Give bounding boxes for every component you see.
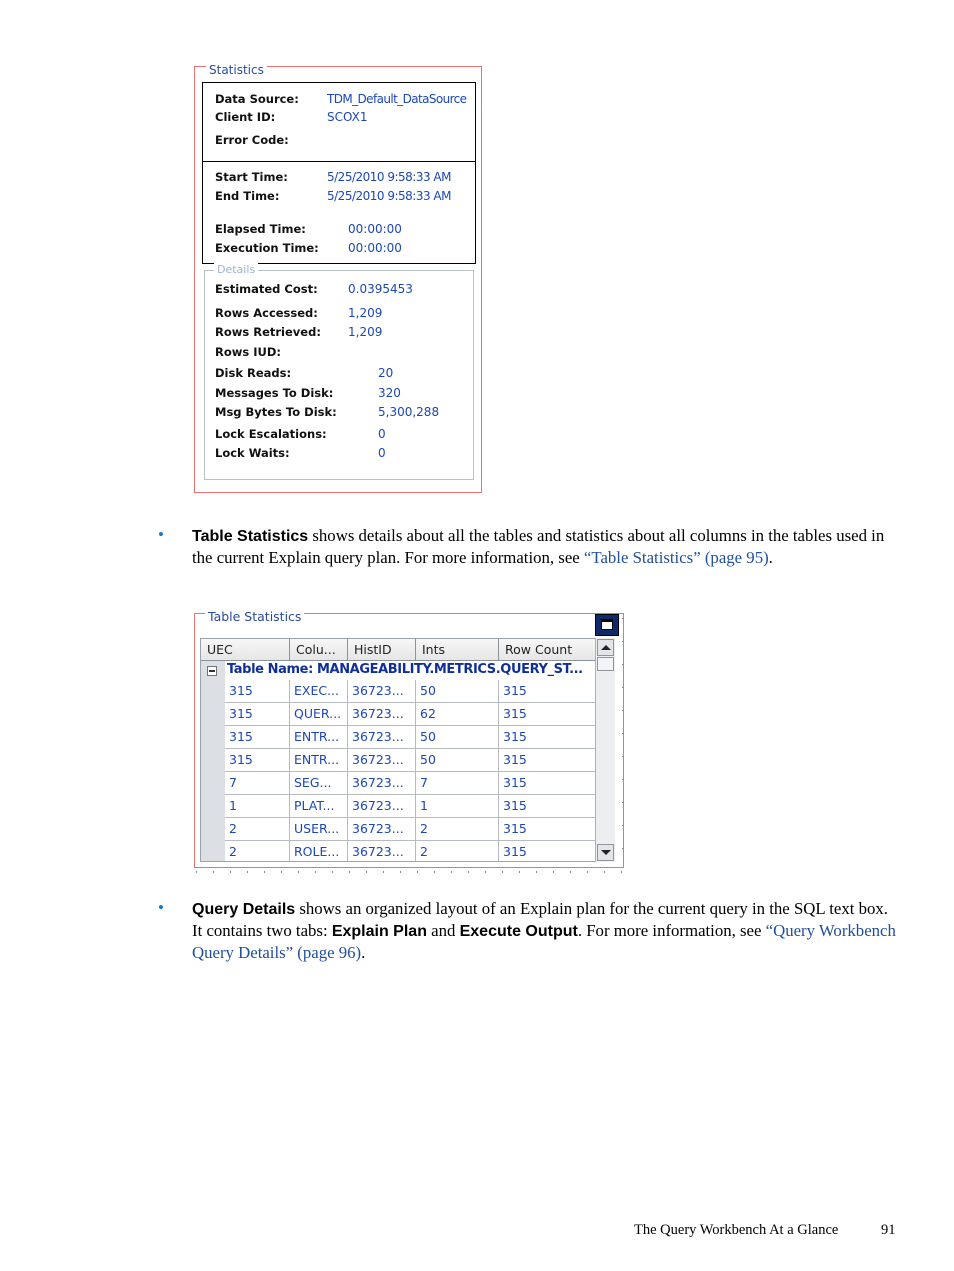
cell-uec: 315 — [225, 703, 290, 725]
rows-accessed-label: Rows Accessed: — [215, 306, 318, 320]
collapse-icon[interactable] — [207, 666, 217, 676]
bullet-marker: • — [158, 525, 164, 544]
msg-bytes-to-disk-label: Msg Bytes To Disk: — [215, 405, 337, 419]
paragraph-text: shows an organized layout of an Explain plan for the current query in the SQL text box. It contains two tabs: — [192, 899, 888, 940]
paragraph-text: . — [768, 548, 773, 567]
column-header-histid[interactable]: HistID — [348, 639, 416, 661]
details-title: Details — [214, 263, 258, 276]
paragraph-text: and — [426, 921, 460, 940]
cell-histid: 36723... — [348, 818, 416, 840]
lock-escalations-label: Lock Escalations: — [215, 427, 327, 441]
table-statistics-title: Table Statistics — [205, 609, 304, 624]
cell-ints: 7 — [416, 772, 499, 794]
start-time-value: 5/25/2010 9:58:33 AM — [327, 170, 451, 184]
cell-uec: 2 — [225, 818, 290, 840]
table-statistics-term: Table Statistics — [192, 528, 309, 545]
cell-column: PLAT... — [290, 795, 348, 817]
cell-ints: 2 — [416, 818, 499, 840]
paragraph-text: shows details about all the tables and statistics about all columns in the tables used in the current Explain query plan. For more information, see — [192, 526, 885, 567]
cell-histid: 36723... — [348, 772, 416, 794]
end-time-label: End Time: — [215, 189, 280, 203]
rows-retrieved-label: Rows Retrieved: — [215, 325, 321, 339]
elapsed-time-value: 00:00:00 — [348, 222, 402, 236]
elapsed-time-label: Elapsed Time: — [215, 222, 306, 236]
cell-histid: 36723... — [348, 795, 416, 817]
cell-histid: 36723... — [348, 841, 416, 862]
table-statistics-link[interactable]: “Table Statistics” (page 95) — [583, 548, 769, 567]
cell-ints: 62 — [416, 703, 499, 725]
disk-reads-value: 20 — [378, 366, 394, 380]
execute-output-term: Execute Output — [459, 923, 578, 940]
disk-reads-label: Disk Reads: — [215, 366, 292, 380]
cell-row-count: 315 — [499, 841, 596, 862]
msg-bytes-to-disk-value: 5,300,288 — [378, 405, 440, 419]
cell-row-count: 315 — [499, 726, 596, 748]
cell-histid: 36723... — [348, 726, 416, 748]
table-row[interactable] — [225, 818, 596, 841]
cell-histid: 36723... — [348, 680, 416, 702]
column-header-row-count[interactable]: Row Count — [499, 639, 596, 661]
cell-histid: 36723... — [348, 703, 416, 725]
execution-time-value: 00:00:00 — [348, 241, 402, 255]
explain-plan-term: Explain Plan — [331, 923, 427, 940]
cell-ints: 1 — [416, 795, 499, 817]
cell-column: ENTR... — [290, 749, 348, 771]
query-details-paragraph — [192, 898, 902, 963]
client-id-value: SCOX1 — [327, 110, 368, 124]
cell-column: USER... — [290, 818, 348, 840]
vertical-scrollbar[interactable] — [595, 638, 615, 862]
cell-row-count: 315 — [499, 818, 596, 840]
cell-uec: 315 — [225, 726, 290, 748]
group-row-table-name[interactable]: Table Name: MANAGEABILITY.METRICS.QUERY_ST... — [225, 661, 596, 680]
maximize-button[interactable] — [595, 614, 619, 636]
client-id-label: Client ID: — [215, 110, 276, 124]
cell-row-count: 315 — [499, 703, 596, 725]
paragraph-text: . For more information, see — [577, 921, 766, 940]
bullet-marker: • — [158, 898, 164, 917]
cell-ints: 50 — [416, 680, 499, 702]
messages-to-disk-label: Messages To Disk: — [215, 386, 334, 400]
scroll-up-button[interactable] — [597, 639, 614, 656]
cell-column: ROLE... — [290, 841, 348, 862]
resize-guide-bottom — [196, 871, 626, 873]
table-row[interactable] — [225, 680, 596, 703]
table-row[interactable] — [225, 749, 596, 772]
rows-retrieved-value: 1,209 — [348, 325, 383, 339]
statistics-title: Statistics — [206, 63, 267, 77]
cell-column: EXEC... — [290, 680, 348, 702]
cell-uec: 315 — [225, 680, 290, 702]
resize-guide-right — [622, 618, 624, 868]
data-source-label: Data Source: — [215, 92, 299, 106]
messages-to-disk-value: 320 — [378, 386, 401, 400]
statistics-separator — [202, 161, 476, 162]
column-header-ints[interactable]: Ints — [416, 639, 499, 661]
rows-iud-label: Rows IUD: — [215, 345, 281, 359]
end-time-value: 5/25/2010 9:58:33 AM — [327, 189, 451, 203]
cell-histid: 36723... — [348, 749, 416, 771]
arrow-down-icon — [601, 850, 611, 855]
cell-uec: 315 — [225, 749, 290, 771]
table-row[interactable] — [225, 726, 596, 749]
scroll-down-button[interactable] — [597, 844, 614, 861]
cell-column: SEG... — [290, 772, 348, 794]
table-row[interactable] — [225, 772, 596, 795]
estimated-cost-label: Estimated Cost: — [215, 282, 318, 296]
cell-row-count: 315 — [499, 795, 596, 817]
table-statistics-paragraph — [192, 525, 902, 568]
table-row[interactable] — [225, 795, 596, 818]
cell-column: QUER... — [290, 703, 348, 725]
cell-uec: 1 — [225, 795, 290, 817]
cell-column: ENTR... — [290, 726, 348, 748]
scroll-thumb[interactable] — [597, 657, 614, 671]
query-details-link[interactable]: “Query Workbench Query Details” (page 96) — [192, 921, 896, 962]
arrow-up-icon — [601, 645, 611, 650]
maximize-icon — [601, 619, 613, 630]
footer-section-title: The Query Workbench At a Glance — [634, 1222, 839, 1238]
cell-row-count: 315 — [499, 749, 596, 771]
cell-uec: 7 — [225, 772, 290, 794]
column-header-uec[interactable]: UEC — [201, 639, 290, 661]
paragraph-text: . — [361, 943, 366, 962]
estimated-cost-value: 0.0395453 — [348, 282, 413, 296]
cell-ints: 50 — [416, 726, 499, 748]
cell-row-count: 315 — [499, 680, 596, 702]
row-gutter — [201, 661, 225, 862]
cell-row-count: 315 — [499, 772, 596, 794]
rows-accessed-value: 1,209 — [348, 306, 383, 320]
table-statistics-grid[interactable] — [200, 638, 596, 862]
query-details-term: Query Details — [192, 901, 296, 918]
execution-time-label: Execution Time: — [215, 241, 319, 255]
cell-ints: 50 — [416, 749, 499, 771]
page-number: 91 — [881, 1222, 896, 1238]
lock-waits-label: Lock Waits: — [215, 446, 290, 460]
lock-waits-value: 0 — [378, 446, 386, 460]
error-code-label: Error Code: — [215, 133, 289, 147]
cell-uec: 2 — [225, 841, 290, 862]
column-header-column[interactable]: Colu... — [290, 639, 348, 661]
table-row[interactable] — [225, 703, 596, 726]
lock-escalations-value: 0 — [378, 427, 386, 441]
table-row[interactable] — [225, 841, 596, 862]
data-source-value: TDM_Default_DataSource — [327, 92, 467, 106]
cell-ints: 2 — [416, 841, 499, 862]
start-time-label: Start Time: — [215, 170, 288, 184]
